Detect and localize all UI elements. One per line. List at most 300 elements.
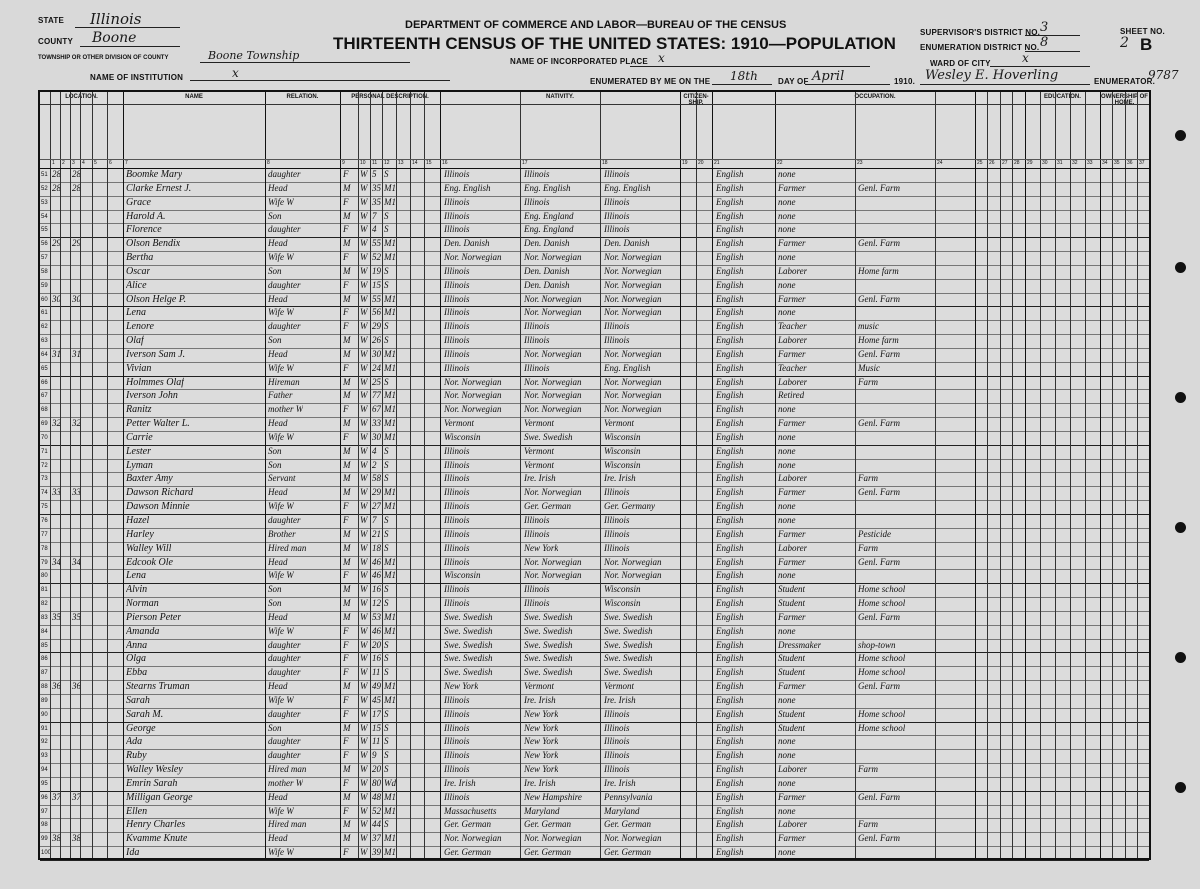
cell-father: Maryland xyxy=(524,805,560,816)
column-rule xyxy=(340,92,341,858)
cell-mother: Illinois xyxy=(604,515,630,525)
cell-father: Den. Danish xyxy=(524,238,570,249)
cell-industry: music xyxy=(858,321,879,332)
cell-father: New York xyxy=(524,750,559,761)
cell-industry: Genl. Farm xyxy=(858,681,900,692)
column-rule xyxy=(1040,92,1041,858)
cell-mother: Eng. English xyxy=(604,362,651,373)
cell-sex: F xyxy=(343,431,349,442)
cell-language: English xyxy=(716,418,744,429)
cell-birth: Illinois xyxy=(444,307,470,318)
column-rule xyxy=(358,92,359,858)
cell-marital: S xyxy=(384,169,389,179)
cell-marital: S xyxy=(384,819,389,830)
cell-sex: M xyxy=(343,182,351,193)
cell-marital: M1 xyxy=(384,307,396,318)
cell-industry: Genl. Farm xyxy=(858,833,900,844)
cell-sex: M xyxy=(343,376,351,387)
table-row xyxy=(40,694,1149,708)
cell-industry: Home school xyxy=(858,708,906,719)
cell-name: Dawson Minnie xyxy=(126,501,190,513)
cell-mother: Illinois xyxy=(604,528,630,539)
cell-name: Norman xyxy=(126,598,159,610)
table-row xyxy=(40,832,1149,846)
cell-father: Ger. German xyxy=(524,501,571,512)
cell-father: Vermont xyxy=(524,445,554,456)
cell-birth: Illinois xyxy=(444,764,470,775)
cell-father: Swe. Swedish xyxy=(524,653,573,664)
column-rule xyxy=(696,92,697,858)
table-row xyxy=(40,625,1149,639)
cell-language: English xyxy=(716,653,744,664)
line-number: 80 xyxy=(41,573,48,580)
cell-race: W xyxy=(360,348,368,359)
cell-age: 9 xyxy=(372,750,377,761)
cell-age: 4 xyxy=(372,445,377,456)
cell-marital: S xyxy=(384,459,389,470)
line-number: 52 xyxy=(41,185,48,192)
cell-industry: Farm xyxy=(858,819,878,830)
cell-father: Swe. Swedish xyxy=(524,431,573,442)
line-number: 76 xyxy=(41,518,48,524)
cell-race: W xyxy=(360,335,368,346)
cell-mother: Ire. Irish xyxy=(604,473,636,484)
cell-birth: Illinois xyxy=(444,445,470,456)
cell-race: W xyxy=(360,805,368,816)
cell-trade: none xyxy=(778,847,796,858)
cell-language: English xyxy=(716,307,744,318)
cell-language: English xyxy=(716,473,744,484)
cell-father: New Hampshire xyxy=(524,791,582,802)
table-row xyxy=(40,196,1149,210)
cell-father: Illinois xyxy=(524,584,550,595)
cell-industry: Home farm xyxy=(858,335,899,346)
cell-marital: M1 xyxy=(384,431,396,442)
header-rule xyxy=(40,104,1149,105)
cell-birth: Illinois xyxy=(444,722,470,733)
cell-trade: Laborer xyxy=(778,819,808,830)
line-number: 98 xyxy=(41,822,48,829)
cell-name: Lester xyxy=(126,445,151,457)
cell-marital: M1 xyxy=(384,348,396,359)
table-row xyxy=(40,542,1149,556)
cell-race: W xyxy=(360,376,368,387)
cell-race: W xyxy=(360,819,368,830)
table-row xyxy=(40,639,1149,653)
column-rule xyxy=(1012,92,1013,858)
cell-marital: M1 xyxy=(384,805,396,816)
cell-age: 26 xyxy=(372,335,381,346)
cell-sex: M xyxy=(343,584,351,595)
cell-sex: M xyxy=(343,390,351,401)
cell-trade: Laborer xyxy=(778,335,808,346)
cell-marital: S xyxy=(384,542,389,553)
cell-family: 29 xyxy=(72,238,81,249)
cell-age: 11 xyxy=(372,736,381,747)
cell-race: W xyxy=(360,708,368,719)
cell-relation: Son xyxy=(268,598,282,609)
column-rule xyxy=(712,92,713,858)
column-rule xyxy=(1055,92,1056,858)
table-row xyxy=(40,680,1149,694)
column-group-header: RELATION. xyxy=(286,94,319,100)
table-row xyxy=(40,348,1149,362)
cell-relation: daughter xyxy=(268,736,301,747)
enumerated-month: April xyxy=(812,69,845,84)
cell-trade: none xyxy=(778,625,796,636)
line-number: 92 xyxy=(41,739,48,746)
cell-trade: Farmer xyxy=(778,182,806,193)
cell-mother: Illinois xyxy=(604,764,630,775)
binder-hole xyxy=(1175,392,1186,403)
cell-race: W xyxy=(360,584,368,595)
column-rule xyxy=(1100,92,1101,858)
cell-father: Illinois xyxy=(524,362,550,373)
cell-age: 27 xyxy=(372,501,381,512)
cell-birth: Illinois xyxy=(444,169,470,179)
cell-sex: M xyxy=(343,487,351,498)
cell-relation: Wife W xyxy=(268,431,294,442)
cell-age: 44 xyxy=(372,819,381,830)
cell-father: Swe. Swedish xyxy=(524,667,573,678)
cell-language: English xyxy=(716,791,744,802)
county-underline xyxy=(80,46,180,47)
cell-trade: Farmer xyxy=(778,791,806,802)
cell-mother: Wisconsin xyxy=(604,598,641,609)
table-row xyxy=(40,846,1149,860)
cell-industry: Farm xyxy=(858,542,878,553)
line-number: 63 xyxy=(41,338,48,345)
cell-birth: Ger. German xyxy=(444,847,491,858)
cell-father: Ger. German xyxy=(524,847,571,858)
column-number: 36 xyxy=(1127,160,1133,166)
cell-father: Eng. English xyxy=(524,182,571,193)
cell-race: W xyxy=(360,265,368,276)
cell-trade: none xyxy=(778,307,796,318)
cell-age: 15 xyxy=(372,722,381,733)
line-number: 66 xyxy=(41,379,48,386)
cell-trade: Farmer xyxy=(778,238,806,249)
enumerator-underline xyxy=(920,84,1090,85)
institution-label: NAME OF INSTITUTION xyxy=(90,73,184,82)
cell-relation: Wife W xyxy=(268,501,294,512)
cell-dwelling: 30 xyxy=(52,293,61,304)
township-value: Boone Township xyxy=(208,49,300,62)
cell-birth: Illinois xyxy=(444,750,470,761)
cell-race: W xyxy=(360,764,368,775)
cell-relation: daughter xyxy=(268,515,301,525)
cell-trade: Laborer xyxy=(778,764,808,775)
cell-mother: Illinois xyxy=(604,542,630,553)
cell-marital: M1 xyxy=(384,694,396,705)
cell-family: 34 xyxy=(72,556,81,567)
line-number: 51 xyxy=(41,172,48,178)
column-number: 2 xyxy=(62,160,65,166)
cell-language: English xyxy=(716,182,744,193)
cell-age: 35 xyxy=(372,182,381,193)
cell-relation: mother W xyxy=(268,777,304,788)
cell-relation: daughter xyxy=(268,224,301,235)
cell-trade: Farmer xyxy=(778,556,806,567)
cell-marital: S xyxy=(384,279,389,290)
column-rule xyxy=(855,92,856,858)
cell-marital: M1 xyxy=(384,681,396,692)
cell-mother: Nor. Norwegian xyxy=(604,293,662,304)
cell-dwelling: 28 xyxy=(52,182,61,193)
day-underline xyxy=(712,84,772,85)
cell-relation: Head xyxy=(268,487,288,498)
cell-race: W xyxy=(360,293,368,304)
line-number: 75 xyxy=(41,504,48,511)
cell-language: English xyxy=(716,611,744,622)
cell-birth: Illinois xyxy=(444,265,470,276)
cell-age: 52 xyxy=(372,805,381,816)
cell-sex: F xyxy=(343,404,349,415)
cell-language: English xyxy=(716,819,744,830)
cell-language: English xyxy=(716,238,744,249)
line-number: 64 xyxy=(41,351,48,358)
cell-industry: Pesticide xyxy=(858,528,891,539)
cell-age: 52 xyxy=(372,252,381,263)
cell-name: Walley Will xyxy=(126,542,172,554)
table-row xyxy=(40,763,1149,777)
cell-industry: Genl. Farm xyxy=(858,791,900,802)
table-row xyxy=(40,293,1149,307)
cell-marital: S xyxy=(384,667,389,678)
cell-mother: Illinois xyxy=(604,708,630,719)
line-number: 55 xyxy=(41,227,48,234)
cell-trade: none xyxy=(778,777,796,788)
cell-father: New York xyxy=(524,736,559,747)
line-number: 77 xyxy=(41,531,48,538)
cell-race: W xyxy=(360,598,368,609)
cell-race: W xyxy=(360,321,368,332)
cell-age: 39 xyxy=(372,847,381,858)
cell-father: Nor. Norwegian xyxy=(524,390,582,401)
table-row xyxy=(40,472,1149,486)
cell-father: Vermont xyxy=(524,681,554,692)
cell-birth: Illinois xyxy=(444,501,470,512)
cell-language: English xyxy=(716,279,744,290)
cell-family: 38 xyxy=(72,833,81,844)
state-value: Illinois xyxy=(90,10,142,28)
cell-birth: Nor. Norwegian xyxy=(444,252,502,263)
cell-mother: Illinois xyxy=(604,750,630,761)
cell-mother: Ger. German xyxy=(604,819,651,830)
cell-mother: Ire. Irish xyxy=(604,694,636,705)
cell-trade: Laborer xyxy=(778,542,808,553)
binder-hole xyxy=(1175,782,1186,793)
table-row xyxy=(40,376,1149,390)
cell-trade: Student xyxy=(778,667,805,678)
cell-dwelling: 28 xyxy=(52,169,61,179)
cell-birth: Illinois xyxy=(444,348,470,359)
cell-age: 24 xyxy=(372,362,381,373)
cell-relation: Wife W xyxy=(268,805,294,816)
state-underline xyxy=(75,27,180,28)
cell-sex: M xyxy=(343,556,351,567)
cell-name: Boomke Mary xyxy=(126,169,183,180)
table-row xyxy=(40,431,1149,445)
cell-name: Lena xyxy=(126,570,146,582)
cell-mother: Swe. Swedish xyxy=(604,653,653,664)
column-number: 14 xyxy=(412,160,418,166)
column-number: 29 xyxy=(1027,160,1033,166)
cell-marital: S xyxy=(384,750,389,761)
cell-industry: Home school xyxy=(858,653,906,664)
cell-relation: Hired man xyxy=(268,542,307,553)
ward-underline xyxy=(990,66,1090,67)
cell-name: Olaf xyxy=(126,335,144,347)
cell-relation: daughter xyxy=(268,639,301,650)
cell-race: W xyxy=(360,694,368,705)
cell-race: W xyxy=(360,418,368,429)
sheet-value: 2 xyxy=(1120,35,1129,51)
table-row xyxy=(40,722,1149,736)
cell-relation: Wife W xyxy=(268,252,294,263)
line-number: 85 xyxy=(41,642,48,649)
column-number: 31 xyxy=(1057,160,1063,166)
cell-marital: S xyxy=(384,321,389,332)
cell-relation: Wife W xyxy=(268,847,294,858)
cell-sex: F xyxy=(343,321,349,332)
cell-name: Grace xyxy=(126,196,151,208)
cell-marital: M1 xyxy=(384,501,396,512)
cell-father: Illinois xyxy=(524,335,550,346)
cell-age: 5 xyxy=(372,169,377,179)
column-number: 10 xyxy=(360,160,366,166)
column-rule xyxy=(600,92,601,858)
cell-language: English xyxy=(716,390,744,401)
cell-marital: S xyxy=(384,445,389,456)
cell-industry: Genl. Farm xyxy=(858,418,900,429)
cell-sex: M xyxy=(343,335,351,346)
cell-race: W xyxy=(360,736,368,747)
line-number: 67 xyxy=(41,393,48,400)
line-number: 62 xyxy=(41,324,48,331)
county-label: COUNTY xyxy=(38,37,73,46)
supervisor-label: SUPERVISOR'S DISTRICT NO. xyxy=(920,28,1041,37)
sheet-letter: B xyxy=(1140,35,1153,54)
cell-trade: none xyxy=(778,515,796,525)
cell-sex: M xyxy=(343,598,351,609)
cell-birth: Nor. Norwegian xyxy=(444,833,502,844)
cell-birth: Nor. Norwegian xyxy=(444,404,502,415)
table-row xyxy=(40,818,1149,832)
cell-sex: M xyxy=(343,722,351,733)
cell-name: Ebba xyxy=(126,667,148,679)
cell-trade: Farmer xyxy=(778,833,806,844)
cell-family: 32 xyxy=(72,418,81,429)
line-number: 65 xyxy=(41,365,48,372)
cell-name: George xyxy=(126,722,156,734)
cell-race: W xyxy=(360,487,368,498)
cell-name: Bertha xyxy=(126,252,154,264)
column-number: 6 xyxy=(109,160,112,166)
column-number: 35 xyxy=(1114,160,1120,166)
table-row xyxy=(40,210,1149,224)
cell-birth: Den. Danish xyxy=(444,238,490,249)
binder-hole xyxy=(1175,522,1186,533)
cell-trade: Student xyxy=(778,653,805,664)
cell-name: Ellen xyxy=(126,805,148,817)
cell-sex: F xyxy=(343,279,349,290)
cell-family: 36 xyxy=(72,681,81,692)
cell-father: Vermont xyxy=(524,418,554,429)
cell-language: English xyxy=(716,293,744,304)
table-row xyxy=(40,251,1149,265)
line-number: 89 xyxy=(41,697,48,704)
day-of-label: DAY OF xyxy=(778,77,809,86)
table-row xyxy=(40,708,1149,722)
cell-sex: M xyxy=(343,445,351,456)
cell-trade: Farmer xyxy=(778,418,806,429)
cell-relation: daughter xyxy=(268,667,301,678)
column-number: 11 xyxy=(372,160,378,166)
column-rule xyxy=(410,92,411,858)
cell-age: 7 xyxy=(372,210,377,221)
cell-name: Vivian xyxy=(126,362,152,374)
cell-age: 19 xyxy=(372,265,381,276)
cell-industry: Home school xyxy=(858,667,906,678)
enumerator-label: ENUMERATOR. xyxy=(1094,77,1156,86)
column-rule xyxy=(396,92,397,858)
cell-marital: S xyxy=(384,764,389,775)
line-number: 73 xyxy=(41,476,48,483)
cell-name: Amanda xyxy=(126,625,160,637)
column-rule xyxy=(107,92,108,858)
cell-language: English xyxy=(716,515,744,525)
cell-family: 33 xyxy=(72,487,81,498)
cell-mother: Swe. Swedish xyxy=(604,625,653,636)
cell-relation: Son xyxy=(268,445,282,456)
line-number: 90 xyxy=(41,711,48,718)
cell-birth: Nor. Norwegian xyxy=(444,376,502,387)
cell-race: W xyxy=(360,639,368,650)
cell-mother: Ire. Irish xyxy=(604,777,636,788)
cell-mother: Illinois xyxy=(604,335,630,346)
cell-sex: M xyxy=(343,238,351,249)
cell-industry: Genl. Farm xyxy=(858,182,900,193)
cell-sex: M xyxy=(343,681,351,692)
cell-race: W xyxy=(360,833,368,844)
cell-sex: M xyxy=(343,819,351,830)
column-rule xyxy=(382,92,383,858)
cell-father: Swe. Swedish xyxy=(524,611,573,622)
line-number: 87 xyxy=(41,670,48,677)
cell-sex: F xyxy=(343,362,349,373)
cell-trade: Student xyxy=(778,722,805,733)
cell-race: W xyxy=(360,667,368,678)
cell-father: Nor. Norwegian xyxy=(524,293,582,304)
line-number: 88 xyxy=(41,684,48,691)
cell-dwelling: 32 xyxy=(52,418,61,429)
cell-sex: F xyxy=(343,847,349,858)
cell-mother: Den. Danish xyxy=(604,238,650,249)
cell-language: English xyxy=(716,169,744,179)
cell-language: English xyxy=(716,805,744,816)
cell-age: 11 xyxy=(372,667,381,678)
cell-name: Ada xyxy=(126,736,143,748)
column-group-header: NATIVITY. xyxy=(546,94,574,100)
column-number: 13 xyxy=(398,160,404,166)
cell-mother: Illinois xyxy=(604,722,630,733)
cell-birth: Illinois xyxy=(444,791,470,802)
cell-language: English xyxy=(716,570,744,581)
cell-trade: none xyxy=(778,224,796,235)
cell-trade: none xyxy=(778,169,796,179)
cell-marital: M1 xyxy=(384,196,396,207)
